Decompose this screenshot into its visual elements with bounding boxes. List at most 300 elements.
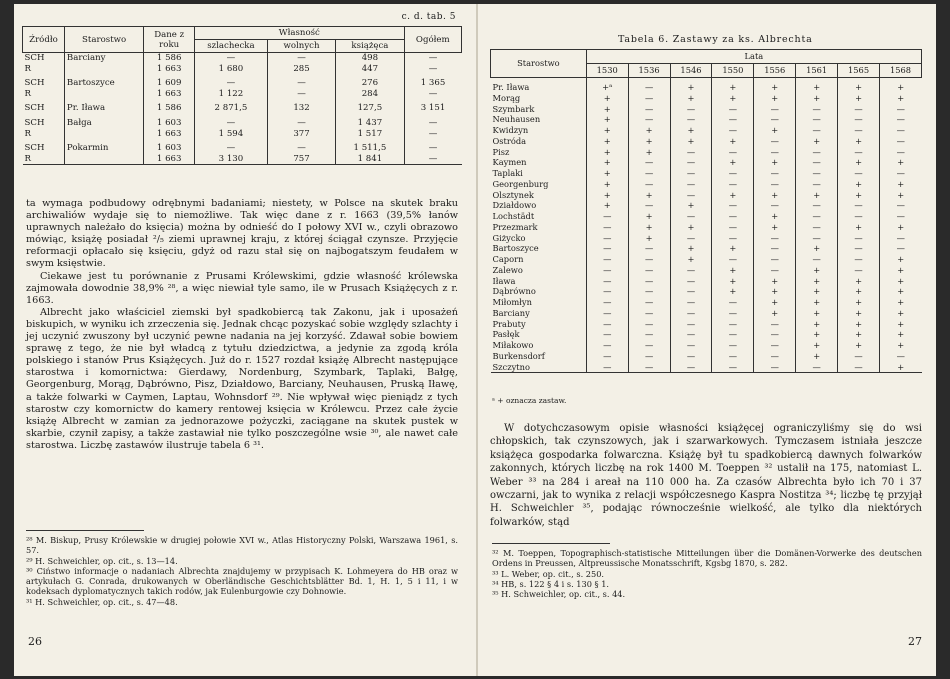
table-cell: + [880, 362, 922, 373]
table-cell: 1 841 [336, 154, 404, 165]
table-cell: 1 609 [144, 74, 195, 89]
table-cell: — [838, 362, 880, 373]
table-cell: — [670, 157, 712, 168]
table-cell: — [796, 211, 838, 222]
table-cell: + [838, 340, 880, 351]
table-cell: + [670, 200, 712, 211]
table-cell: — [754, 114, 796, 125]
table-cell: — [838, 351, 880, 362]
row-starostwo: Przezmark [492, 221, 538, 232]
table-cell: — [628, 265, 670, 276]
table-row [491, 254, 922, 265]
table-cell: — [712, 254, 754, 265]
table-cell [64, 89, 143, 100]
table-continuation-label: c. d. tab. 5 [401, 12, 456, 22]
table-cell: + [796, 286, 838, 297]
table-cell: — [195, 114, 268, 129]
footnote: ³¹ H. Schweichler, op. cit., s. 47—48. [26, 596, 178, 607]
table-cell: + [796, 265, 838, 276]
table-cell: — [754, 168, 796, 179]
row-starostwo: Giżycko [492, 232, 526, 243]
table-cell: — [796, 125, 838, 136]
row-starostwo: Szymbark [492, 103, 535, 114]
table-cell: 276 [336, 74, 404, 89]
table-cell: — [838, 168, 880, 179]
table-row [491, 243, 922, 254]
table-cell: — [712, 200, 754, 211]
table-cell: + [586, 147, 628, 158]
table-cell: — [880, 147, 922, 158]
table-cell: — [712, 351, 754, 362]
table-cell: — [628, 78, 670, 93]
right-page [478, 4, 936, 676]
table-cell: — [628, 104, 670, 115]
table-cell: 285 [267, 64, 335, 75]
table-cell: + [754, 297, 796, 308]
table-row [491, 297, 922, 308]
row-starostwo: Dąbrówno [492, 286, 536, 297]
table-cell: 1 594 [195, 129, 268, 140]
table-cell: R [24, 128, 31, 139]
paragraph: Ciekawe jest tu porównanie z Prusami Królewskimi, gdzie własność królewska zajmowała dowodnie 38,9% ²⁸, a więc niewiał tyle samo, ile w Prusach Książęcych z r. 1663. [26, 270, 458, 306]
table-cell: — [754, 136, 796, 147]
table-cell: + [628, 222, 670, 233]
col-ownership: Własność [195, 27, 405, 40]
table-cell: + [754, 78, 796, 93]
footnote: ³³ L. Weber, op. cit., s. 250. [492, 568, 605, 579]
row-starostwo: Ostróda [492, 135, 527, 146]
row-starostwo: Morąg [492, 92, 521, 103]
col-year: 1530 [586, 64, 628, 78]
footnote-rule [26, 530, 144, 531]
table-row [491, 136, 922, 147]
table-cell: — [754, 319, 796, 330]
table-cell: + [586, 157, 628, 168]
col-ksiazeca: książęca [336, 40, 404, 53]
table-cell: + [880, 78, 922, 93]
table-cell: — [880, 114, 922, 125]
table-row [491, 340, 922, 351]
table-cell: — [670, 168, 712, 179]
table-cell: 757 [267, 154, 335, 165]
table-cell: — [586, 362, 628, 373]
table-cell [64, 154, 143, 165]
table-cell: — [670, 276, 712, 287]
table-row [491, 319, 922, 330]
row-starostwo: Barciany [492, 307, 530, 318]
table-cell: — [796, 233, 838, 244]
table-cell: + [838, 136, 880, 147]
table-cell: — [670, 286, 712, 297]
table-cell: — [880, 125, 922, 136]
table-cell: + [670, 78, 712, 93]
table-cell: — [796, 254, 838, 265]
table-cell: — [404, 129, 461, 140]
table-cell: — [628, 168, 670, 179]
row-starostwo: Kaymen [492, 157, 527, 168]
col-wolnych: wolnych [267, 40, 335, 53]
col-year: 1546 [670, 64, 712, 78]
col-year: Dane z roku [144, 27, 195, 53]
table-cell: — [267, 53, 335, 64]
table-cell: — [628, 286, 670, 297]
table-cell: 1 663 [144, 154, 195, 165]
table-cell: 498 [336, 53, 404, 64]
table-cell: — [754, 104, 796, 115]
table-cell: + [838, 308, 880, 319]
table-cell: — [628, 308, 670, 319]
table-row [491, 276, 922, 287]
row-starostwo: Georgenburg [492, 178, 549, 189]
table-note: ᵃ + oznacza zastaw. [492, 396, 567, 405]
table-cell: — [754, 265, 796, 276]
table-cell: — [586, 233, 628, 244]
table-row [491, 157, 922, 168]
table-row [491, 211, 922, 222]
table-cell: — [628, 254, 670, 265]
table-cell: — [712, 125, 754, 136]
table-cell: — [712, 168, 754, 179]
table-cell: + [838, 319, 880, 330]
table-cell: — [628, 319, 670, 330]
table-cell: — [838, 233, 880, 244]
table-cell: Bartoszyce [64, 74, 143, 89]
table-cell: + [754, 125, 796, 136]
table-cell: + [586, 190, 628, 201]
table-cell [64, 64, 143, 75]
table-cell: SCH [24, 143, 45, 154]
table-row [491, 114, 922, 125]
row-starostwo: Neuhausen [492, 114, 541, 125]
table-cell: — [670, 362, 712, 373]
table-cell: Pr. Iława [64, 99, 143, 114]
table-cell: 1 511,5 [336, 139, 404, 154]
table-cell: Bałga [64, 114, 143, 129]
table-cell: — [880, 136, 922, 147]
table-row [23, 53, 462, 64]
table-cell: + [796, 93, 838, 104]
table-cell: — [586, 286, 628, 297]
table-cell: — [712, 297, 754, 308]
table-cell: + [838, 93, 880, 104]
table-cell: + [796, 136, 838, 147]
table-cell: — [586, 276, 628, 287]
table-cell: + [796, 243, 838, 254]
table-cell: — [267, 89, 335, 100]
table-cell: + [880, 190, 922, 201]
table-cell: + [880, 340, 922, 351]
table-cell [64, 129, 143, 140]
table-cell: — [712, 329, 754, 340]
table-cell: + [754, 308, 796, 319]
table-cell: + [670, 125, 712, 136]
table-cell: + [838, 286, 880, 297]
table-cell: + [796, 297, 838, 308]
table-cell: — [712, 211, 754, 222]
table-cell: — [267, 139, 335, 154]
table-cell: 1 680 [195, 64, 268, 75]
table-cell: — [754, 179, 796, 190]
table-cell: — [404, 154, 461, 165]
table-cell: + [754, 211, 796, 222]
table-cell: 1 365 [404, 74, 461, 89]
table-cell: + [712, 276, 754, 287]
table-row [491, 200, 922, 211]
col-starostwo: Starostwo [64, 27, 143, 53]
table-cell: — [195, 74, 268, 89]
table-cell: — [586, 351, 628, 362]
table-row [23, 154, 462, 165]
row-starostwo: Bartoszyce [492, 243, 539, 254]
table-cell: R [24, 88, 31, 99]
table-cell: — [796, 179, 838, 190]
table-cell: — [586, 319, 628, 330]
table-cell: — [754, 200, 796, 211]
row-starostwo: Olsztynek [492, 189, 534, 200]
table-cell: 1 586 [144, 53, 195, 64]
page-number: 26 [28, 635, 42, 648]
table-cell: — [796, 362, 838, 373]
table-row [23, 74, 462, 89]
table-cell: — [670, 340, 712, 351]
table-row [491, 286, 922, 297]
table-cell: 1 663 [144, 64, 195, 75]
col-total: Ogółem [404, 27, 461, 53]
table-cell: SCH [24, 53, 45, 63]
table-cell: + [880, 286, 922, 297]
footnote: ³² M. Toeppen, Topographisch-statistische Mitteilungen über die Domänen-Vorwerke des deutschen Ordens in Preussen, Altpreussische Monatsschrift, Kgsbg 1870, s. 282. [492, 548, 922, 569]
page-number: 27 [908, 635, 922, 648]
table-cell: + [880, 254, 922, 265]
footnote: ³⁰ Ciństwo informacje o nadaniach Albrechta znajdujemy w przypisach K. Lohmeyera do HB oraz w artykułach G. Conrada, drukowanych w Oberländische Geschichtsblätter Bd. 1, H. 1, 5 i 11, i w kodeksach dyplomatycznych takich rodów, jak Eulenburgowie czy Dohnowie. [26, 565, 458, 597]
col-szlachecka: szlachecka [195, 40, 268, 53]
table-cell: + [586, 114, 628, 125]
table-cell: + [670, 243, 712, 254]
table-cell: +ᵃ [586, 78, 628, 93]
table-cell: + [796, 340, 838, 351]
table-cell: — [880, 168, 922, 179]
table-cell: + [796, 78, 838, 93]
table-cell: — [796, 104, 838, 115]
table-cell: — [838, 211, 880, 222]
table-cell: SCH [24, 103, 45, 114]
footnote-rule [492, 543, 610, 544]
table-cell: — [712, 319, 754, 330]
right-body-text [490, 422, 922, 529]
table-row [491, 147, 922, 158]
table-cell: — [796, 222, 838, 233]
table-cell: — [754, 329, 796, 340]
table-cell: + [880, 222, 922, 233]
table-cell: — [586, 211, 628, 222]
table-row [23, 99, 462, 114]
table-cell: 3 151 [404, 99, 461, 114]
table-cell: + [838, 276, 880, 287]
table-cell: 1 122 [195, 89, 268, 100]
table-cell: — [586, 254, 628, 265]
table-row [491, 179, 922, 190]
table-cell: + [838, 222, 880, 233]
table-cell: 377 [267, 129, 335, 140]
table-cell: + [754, 157, 796, 168]
table-cell: — [880, 200, 922, 211]
table-cell: + [586, 104, 628, 115]
table-cell: — [712, 308, 754, 319]
table-cell: — [670, 190, 712, 201]
table-cell: — [838, 243, 880, 254]
table-cell: — [754, 254, 796, 265]
table-cell: + [880, 308, 922, 319]
table-cell: — [754, 362, 796, 373]
table-cell: 1 663 [144, 89, 195, 100]
table-cell: — [754, 340, 796, 351]
row-starostwo: Taplaki [492, 168, 523, 178]
table-row [491, 362, 922, 373]
table-cell: — [628, 329, 670, 340]
table-cell: + [670, 222, 712, 233]
table-cell: — [670, 147, 712, 158]
table-row [491, 222, 922, 233]
table-cell: — [267, 114, 335, 129]
table-cell: Barciany [64, 53, 143, 64]
table-row [491, 168, 922, 179]
row-starostwo: Burkensdorf [492, 350, 545, 361]
table-cell: — [880, 233, 922, 244]
row-starostwo: Pisz [492, 146, 510, 157]
table-cell: — [880, 211, 922, 222]
table-cell: — [628, 351, 670, 362]
table-cell: + [880, 265, 922, 276]
table-cell: + [712, 190, 754, 201]
table-cell: — [838, 125, 880, 136]
table-cell: — [838, 200, 880, 211]
table-cell: + [670, 93, 712, 104]
table-cell: + [628, 233, 670, 244]
row-starostwo: Pr. Iława [492, 82, 530, 92]
table-cell: — [796, 157, 838, 168]
table-cell: + [754, 222, 796, 233]
row-starostwo: Działdowo [492, 200, 537, 211]
table-cell: + [754, 286, 796, 297]
table-cell: — [586, 340, 628, 351]
table-cell: — [670, 104, 712, 115]
table-cell: + [670, 136, 712, 147]
table-cell: — [838, 114, 880, 125]
table-row [491, 104, 922, 115]
table-cell: — [404, 64, 461, 75]
row-starostwo: Miłomłyn [492, 297, 532, 307]
table-cell: — [754, 147, 796, 158]
table-cell: — [796, 114, 838, 125]
table-cell: — [586, 297, 628, 308]
col-lata: Lata [586, 50, 921, 64]
paragraph: Albrecht jako właściciel ziemski był spadkobiercą tak Zakonu, jak i uposażeń biskupich, w wyniku ich zrzeczenia się. Jednak chcąc pozyskać sobie względy szlachty i jej uczynić zwuszony był uczynić pewne nadania na jej korzyść. Zdawał sobie bowiem sprawę z tego, że nie był władcą z tytułu dziedzictwa, a jedynie za zgodą króla polskiego i stanów Prus Książęcych. Już do r. 1527 rozdał książę Albrecht następujące starostwa i komornictwa: Gierdawy, Nordenburg, Szymbark, Taplaki, Bałgę, Georgenburg, Morąg, Dąbrówno, Pisz, Działdowo, Barciany, Neuhausen, Pruską Iławę, a także folwarki w Caymen, Laptau, Wohnsdorf ²⁹. Nie wpływał więc pieniądz z tych starostw czy komornictw do kamery rentowej księcia w Królewcu. Przez całe życie książę Albrecht w zamian za jednorazowe pożyczki, zaciągane na skutek pustek w skarbie, czynił zapisy, a także zastawiał nie tylko poszczególne wsie ³⁰, ale nawet całe starostwa. Liczbę zastawów ilustruje tabela 6 ³¹. [26, 306, 458, 451]
table-cell: — [195, 139, 268, 154]
table-cell: — [628, 114, 670, 125]
table-row [491, 329, 922, 340]
table-cell: — [670, 297, 712, 308]
table-cell: 1 586 [144, 99, 195, 114]
table-cell: 1 663 [144, 129, 195, 140]
table-cell: — [670, 233, 712, 244]
table-cell: + [838, 297, 880, 308]
table-cell: SCH [24, 78, 45, 89]
table-cell: + [838, 329, 880, 340]
table-cell: — [712, 114, 754, 125]
table-cell: + [880, 329, 922, 340]
table-cell: — [628, 200, 670, 211]
table-cell: + [796, 319, 838, 330]
table-cell: + [880, 93, 922, 104]
table-cell: + [880, 319, 922, 330]
table-cell: + [880, 276, 922, 287]
row-starostwo: Zalewo [492, 264, 523, 275]
col-starostwo: Starostwo [491, 50, 587, 78]
table-cell: + [586, 93, 628, 104]
table-cell: — [754, 351, 796, 362]
table-cell: — [628, 157, 670, 168]
table-cell: — [838, 265, 880, 276]
table-cell: + [796, 308, 838, 319]
table-row [491, 308, 922, 319]
table-cell: — [670, 179, 712, 190]
table-cell: — [754, 233, 796, 244]
table-cell: 127,5 [336, 99, 404, 114]
table-cell: + [880, 157, 922, 168]
table-cell: + [586, 136, 628, 147]
table-cell: — [670, 265, 712, 276]
table-cell: + [712, 157, 754, 168]
table-cell: 132 [267, 99, 335, 114]
table-row [23, 89, 462, 100]
table-cell: — [628, 243, 670, 254]
col-year: 1565 [838, 64, 880, 78]
table-cell: — [267, 74, 335, 89]
table-row [491, 78, 922, 93]
table-cell: — [838, 147, 880, 158]
table-cell: + [628, 136, 670, 147]
col-source: Źródło [23, 27, 65, 53]
table-cell: 1 517 [336, 129, 404, 140]
table-cell: — [586, 308, 628, 319]
table-cell: R [23, 154, 65, 165]
col-year: 1561 [796, 64, 838, 78]
table-cell: — [586, 222, 628, 233]
table-row [491, 351, 922, 362]
table-cell: — [712, 233, 754, 244]
table-cell: — [838, 254, 880, 265]
paragraph: W dotychczasowym opisie własności książęcej ograniczyliśmy się do wsi chłopskich, tak czynszowych, jak i szarwarkowych. Tymczasem istniała jeszcze książęca gospodarka folwarczna. Książę był tu spadkobiercą dawnych folwarków zakonnych, których liczbę na rok 1400 M. Toeppen ³² ustalił na 175, natomiast L. Weber ³³ na 284 i areał na 110 000 ha. Za czasów Albrechta było ich 70 i 37 owczarni, jak to wynika z relacji współczesnego Kaspra Nostitza ³⁴; liczbę tę przyjął H. Schweichler ³⁵, podając równocześnie wielkość, ale tylko dla niektórych folwarków, stąd [490, 423, 922, 528]
table-cell: 284 [336, 89, 404, 100]
table-cell: — [404, 114, 461, 129]
table-cell: — [586, 243, 628, 254]
landholding-table [22, 26, 462, 165]
table-row [23, 129, 462, 140]
table-cell: + [712, 265, 754, 276]
table-cell: + [628, 211, 670, 222]
table-cell: — [628, 340, 670, 351]
table-cell: 1 603 [144, 114, 195, 129]
table-cell: + [838, 179, 880, 190]
table-row [491, 93, 922, 104]
table-row [491, 233, 922, 244]
table-cell: R [24, 63, 31, 74]
table-cell: — [712, 104, 754, 115]
table-cell: + [628, 190, 670, 201]
table-cell: — [796, 147, 838, 158]
table-cell: + [628, 125, 670, 136]
table-cell: — [628, 93, 670, 104]
